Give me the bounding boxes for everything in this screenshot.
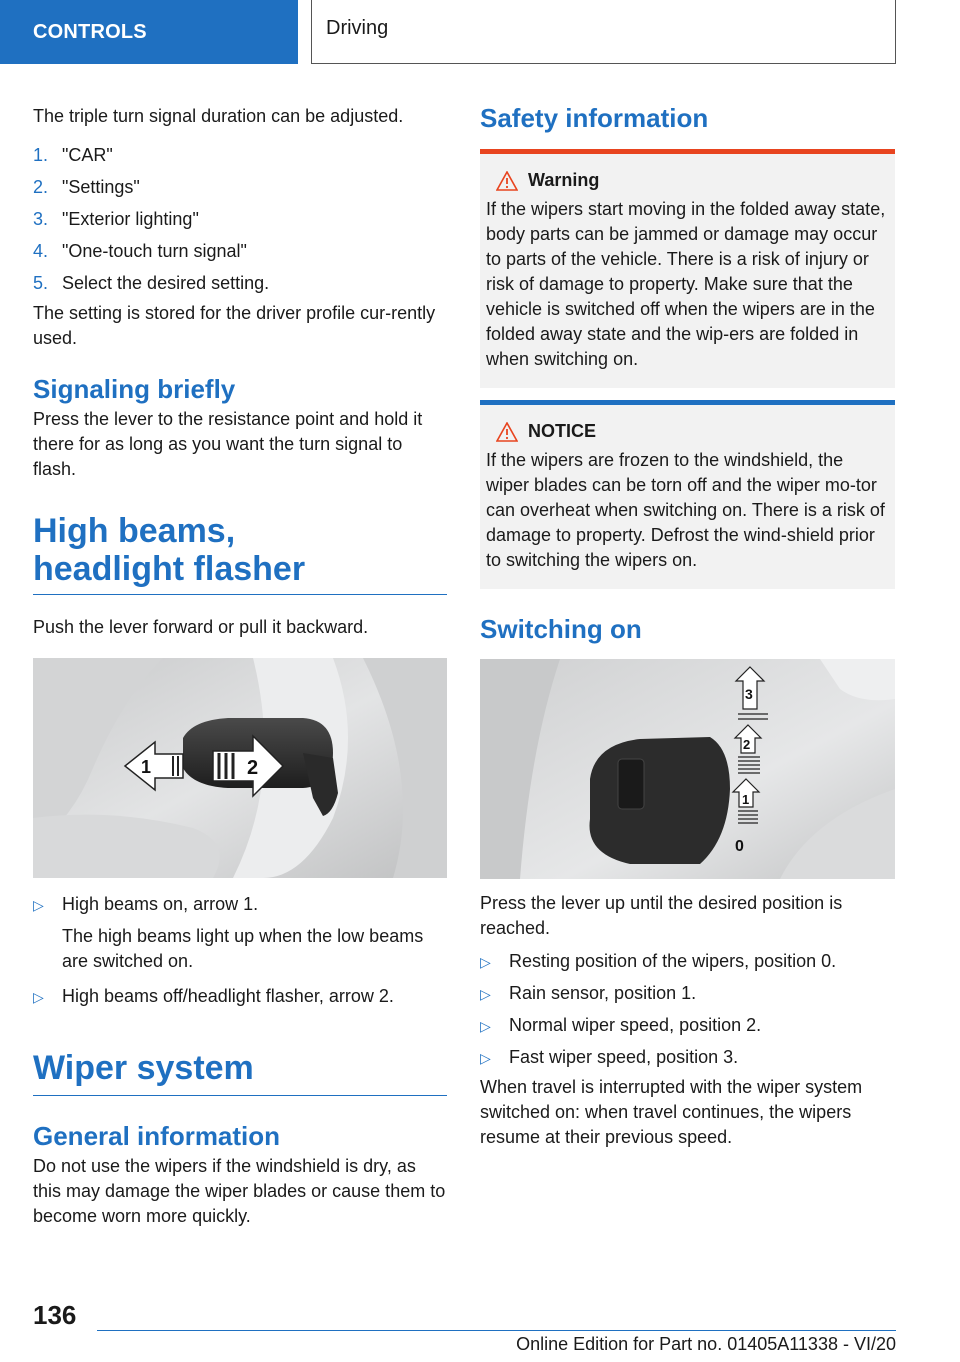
turn-signal-lever-image: [33, 658, 447, 878]
step-text: "Exterior lighting": [62, 209, 199, 229]
switching-heading: Switching on: [480, 614, 642, 644]
bullet-text: Resting position of the wipers, position 0.: [509, 951, 837, 971]
switching-list: [480, 949, 895, 1070]
step-item: [33, 239, 447, 264]
general-heading: General information: [33, 1121, 281, 1151]
settings-steps: [33, 143, 447, 296]
heading-rule: [33, 594, 447, 595]
position-0-label: 0: [735, 838, 744, 855]
wiper-illustration: [480, 659, 895, 879]
step-number: 5.: [33, 273, 49, 293]
warning-title: Warning: [528, 170, 600, 190]
signaling-heading: Signaling briefly: [33, 374, 236, 404]
triangle-bullet-icon: ▷: [480, 1050, 491, 1066]
section-tab: [0, 0, 298, 64]
bullet-text: Rain sensor, position 1.: [509, 983, 697, 1003]
highbeams-heading-line2: headlight flasher: [33, 550, 306, 588]
bullet-text: High beams on, arrow 1.: [62, 894, 259, 914]
step-number: 2.: [33, 177, 49, 197]
arrow-2-label: 2: [247, 757, 259, 779]
footer-rule: [97, 1330, 896, 1331]
triangle-bullet-icon: ▷: [480, 954, 491, 970]
step-number: 4.: [33, 241, 49, 261]
notice-box: [480, 405, 895, 589]
notice-triangle-icon: [496, 422, 518, 442]
step-item: [33, 271, 447, 296]
warning-header: [486, 170, 889, 191]
chapter-title: Driving: [326, 17, 389, 39]
highbeams-heading-line1: High beams,: [33, 512, 236, 550]
wiper-heading: Wiper system: [33, 1049, 254, 1087]
notice-text: If the wipers are frozen to the windshield, the wiper blades can be torn off and the wiper mo-tor can overheat when switching on. There is a risk of damage to property. Defrost the wind-shield prior to switching the wipers on.: [486, 450, 885, 570]
triangle-bullet-icon: ▷: [480, 986, 491, 1002]
signaling-text: Press the lever to the resistance point and hold it there for as long as you want the turn signal to flash.: [33, 409, 423, 479]
bullet-text: High beams off/headlight flasher, arrow 2.: [62, 986, 394, 1006]
notice-header: [486, 421, 889, 442]
step-item: [33, 175, 447, 200]
general-text: Do not use the wipers if the windshield is dry, as this may damage the wiper blades or cause them to become worn more quickly.: [33, 1156, 446, 1226]
list-item: [33, 892, 447, 974]
step-item: [33, 207, 447, 232]
highbeams-text: Push the lever forward or pull it backward.: [33, 617, 369, 637]
bullet-text: Normal wiper speed, position 2.: [509, 1015, 762, 1035]
section-title: CONTROLS: [33, 21, 147, 43]
list-item: [480, 949, 895, 974]
edition-text: Online Edition for Part no. 01405A11338 - VI/20: [516, 1334, 896, 1354]
switching-text: Press the lever up until the desired position is reached.: [480, 893, 843, 938]
step-text: "CAR": [62, 145, 113, 165]
step-number: 1.: [33, 145, 49, 165]
step-text: "Settings": [62, 177, 140, 197]
page-number: 136: [33, 1300, 77, 1330]
warning-box: [480, 154, 895, 388]
arrow-1-label: 1: [141, 757, 152, 777]
bullet-continuation: The high beams light up when the low beams are switched on.: [62, 926, 424, 971]
warning-text: If the wipers start moving in the folded away state, body parts can be jammed or damage may occur to parts of the vehicle. There is a risk of injury or risk of damage to property. Make sure that the vehicle is switched off when the wipers are in the folded away state and the wip-ers are folded in when switching on.: [486, 199, 886, 369]
intro-text: The triple turn signal duration can be adjusted.: [33, 106, 404, 126]
stored-note: The setting is stored for the driver profile cur-rently used.: [33, 303, 436, 348]
highbeams-list: [33, 892, 447, 1009]
chapter-tab: [311, 0, 896, 64]
step-number: 3.: [33, 209, 49, 229]
triangle-bullet-icon: ▷: [33, 989, 44, 1005]
step-text: Select the desired setting.: [62, 273, 270, 293]
triangle-bullet-icon: ▷: [480, 1018, 491, 1034]
bullet-text: Fast wiper speed, position 3.: [509, 1047, 739, 1067]
notice-title: NOTICE: [528, 421, 597, 441]
position-2-label: 2: [743, 737, 751, 752]
step-text: "One-touch turn signal": [62, 241, 247, 261]
warning-triangle-icon: [496, 171, 518, 191]
lever-illustration: [33, 658, 447, 878]
list-item: [480, 1013, 895, 1038]
position-3-label: 3: [745, 686, 753, 702]
heading-rule: [33, 1095, 447, 1096]
safety-heading: Safety information: [480, 103, 709, 133]
step-item: [33, 143, 447, 168]
position-1-label: 1: [742, 792, 750, 807]
interrupt-text: When travel is interrupted with the wiper system switched on: when travel continues, the wipers resume at their previous speed.: [480, 1077, 863, 1147]
list-item: [33, 984, 447, 1009]
right-column: [480, 98, 895, 1150]
wiper-lever-image: [480, 659, 895, 879]
list-item: [480, 981, 895, 1006]
left-column: [33, 98, 447, 1229]
list-item: [480, 1045, 895, 1070]
triangle-bullet-icon: ▷: [33, 897, 44, 913]
